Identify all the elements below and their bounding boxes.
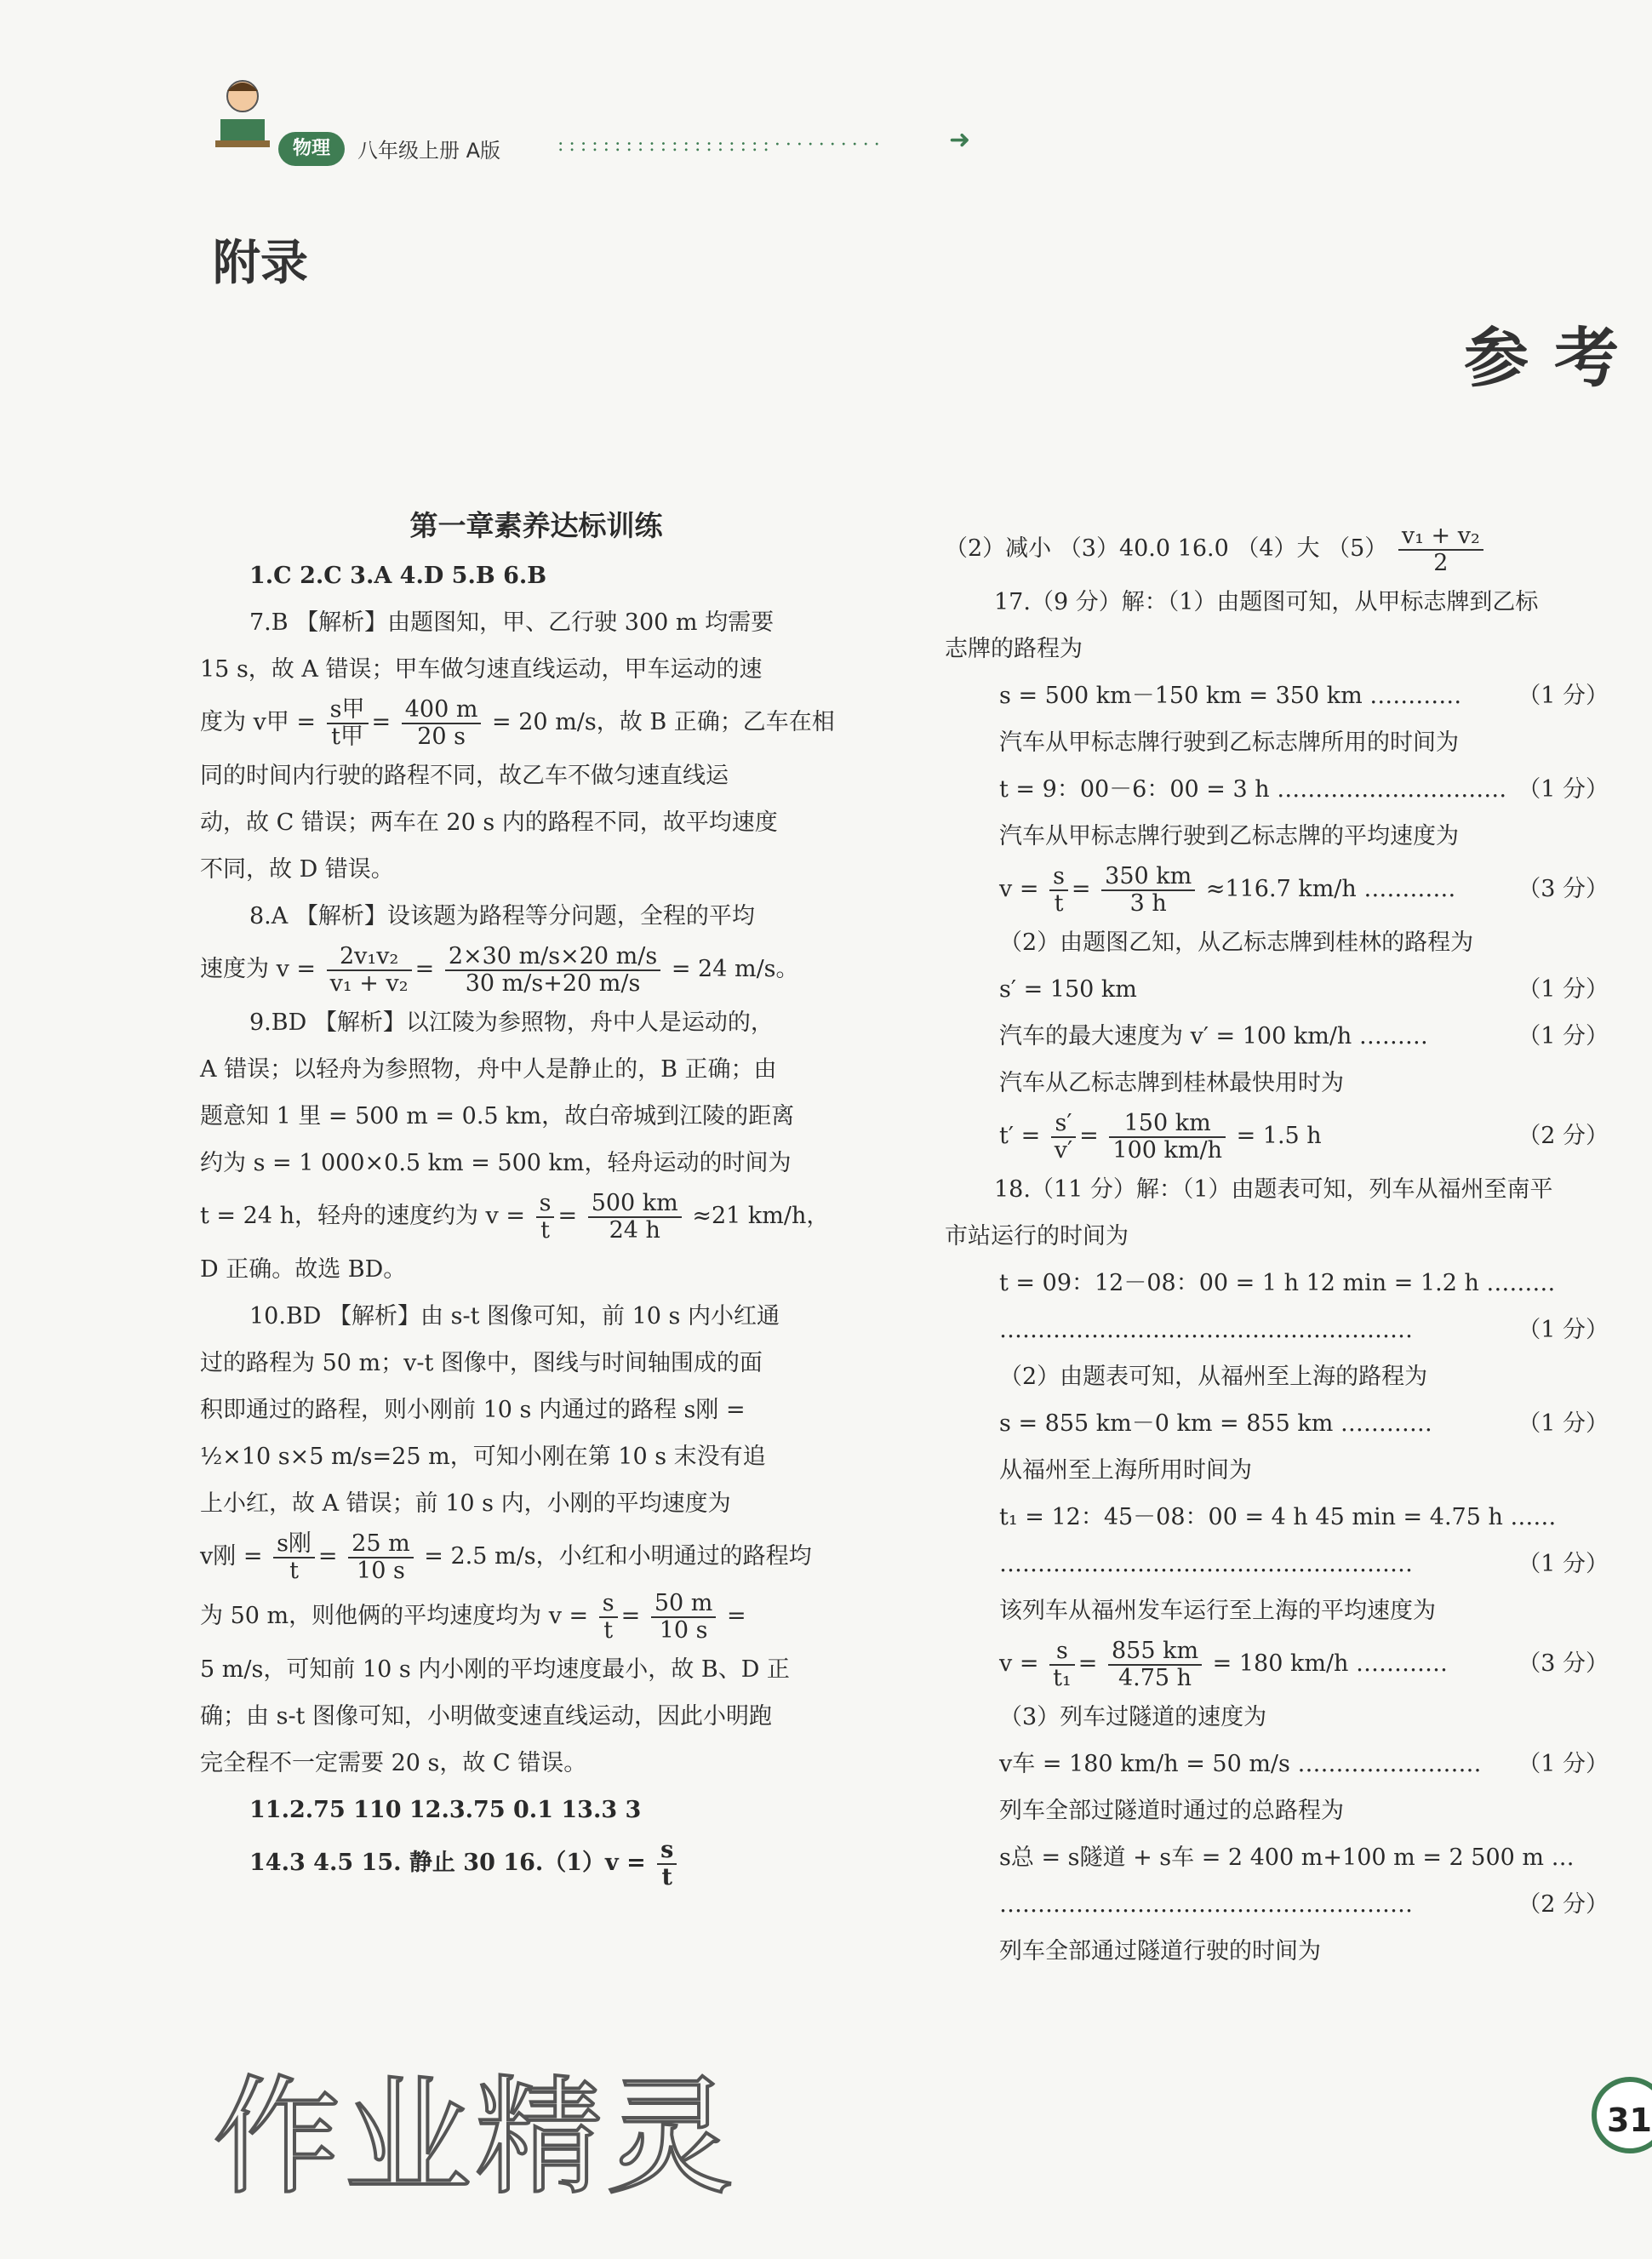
numerator: s′ [1051,1111,1076,1138]
points: （2 分） [1518,1123,1609,1149]
denominator: t₁ [1053,1664,1072,1691]
fraction [327,944,412,997]
denominator: t [289,1557,299,1584]
q18-line: s总 = s隧道 + s车 = 2 400 m+100 m = 2 500 m … [999,1844,1575,1871]
q7-text: 度为 v甲 = [200,709,317,735]
q10-line: v刚 = $\frac{\text{s刚}}{t}$ = $\frac{25 m}{10 s}$ = 2.5 m/s，小红和小明通过的路程均 [200,1530,812,1584]
q8-line: 8.A 【解析】设该题为路程等分问题，全程的平均 [249,903,755,929]
q8-text: 速度为 v = [200,956,317,982]
q10-line: 上小红，故 A 错误；前 10 s 内，小刚的平均速度为 [200,1490,731,1517]
reference-title: 参考 [1464,320,1644,396]
numerator: s [536,1191,555,1218]
numerator: 855 km [1108,1638,1202,1666]
q10-line: 过的路程为 50 m；v-t 图像中，图线与时间轴围成的面 [200,1350,763,1376]
q17-text: v = [999,876,1039,902]
q9-line: 9.BD 【解析】以江陵为参照物，舟中人是运动的， [249,1009,774,1036]
q18-line: 从福州至上海所用时间为 [999,1457,1252,1484]
q18-line: v = $\frac{s}{\text{t₁}}$ = $\frac{855 km}{4.75 h}$ = 180 km/h ………… （3 分） [945,1634,1609,1694]
denominator: t [661,1863,672,1890]
q18-line [945,1741,1609,1787]
q18-line [945,1400,1609,1447]
fraction [273,1531,315,1584]
q7-line: 7.B 【解析】由题图知，甲、乙行驶 300 m 均需要 [249,609,775,636]
q17-text: ≈116.7 km/h ………… [1205,876,1456,902]
q9-line: t = 24 h，轻舟的速度约为 v = $\frac{s}{t}$ = $\frac{500 km}{24 h}$ ≈21 km/h， [200,1189,830,1244]
arrow-icon: ➜ [949,125,971,155]
q7-text: = 20 m/s，故 B 正确；乙车在相 [492,709,835,735]
q17-line [945,672,1609,719]
q17-text: s′ = 150 km [999,976,1137,1003]
q18-line: 列车全部通过隧道行驶的时间为 [999,1938,1321,1964]
q16-line [945,519,1609,579]
q18-text: = 180 km/h ………… [1212,1650,1449,1677]
numerator: s [1049,1638,1075,1666]
fraction [1049,864,1068,917]
fraction [1109,1111,1226,1164]
numerator: 25 m [348,1531,414,1558]
q18-line: （3）列车过隧道的速度为 [999,1704,1267,1730]
denominator: 20 s [417,723,466,750]
answer-q14-16 [200,1833,872,1893]
q18-text: v = [999,1650,1039,1677]
q18-text: ……………………………………………… [999,1891,1413,1918]
fraction [1108,1638,1202,1691]
points: （3 分） [1518,876,1609,902]
watermark: 作业精灵 [213,2064,738,2212]
q17-line [945,966,1609,1013]
q18-text: v车 = 180 km/h = 50 m/s …………………… [999,1751,1482,1777]
subject-badge: 物理 [278,132,345,166]
q17-line: （2）由题图乙知，从乙标志牌到桂林的路程为 [999,929,1474,956]
denominator: 24 h [609,1216,660,1244]
denominator: 2 [1433,549,1449,576]
points: （1 分） [1518,683,1609,709]
q18-text: s = 855 km－0 km = 855 km ………… [999,1410,1432,1437]
denominator: t [1054,889,1064,917]
q16-text: （2）减小 （3）40.0 16.0 （4）大 （5） [945,535,1388,562]
denominator: v′ [1054,1136,1073,1164]
q18-line: 列车全部过隧道时通过的总路程为 [999,1798,1344,1824]
denominator: t [540,1216,550,1244]
numerator: v₁ + v₂ [1398,523,1483,551]
q18-line: （2）由题表可知，从福州至上海的路程为 [999,1364,1428,1390]
denominator: 10 s [357,1557,405,1584]
q10-line: 确；由 s-t 图像可知，小明做变速直线运动，因此小明跑 [200,1703,772,1730]
q17-text: 汽车的最大速度为 v′ = 100 km/h ……… [999,1023,1428,1049]
q17-line: 志牌的路程为 [945,636,1083,662]
points: （3 分） [1518,1650,1609,1677]
numerator: 2×30 m/s×20 m/s [445,944,660,971]
numerator: 50 m [651,1591,717,1618]
q10-text: 为 50 m，则他俩的平均速度均为 v = [200,1603,589,1629]
denominator: t甲 [331,723,363,750]
q10-text: = 2.5 m/s，小红和小明通过的路程均 [424,1543,812,1570]
fraction [327,697,369,750]
numerator: s甲 [327,697,369,724]
q9-line: 题意知 1 里 = 500 m = 0.5 km，故白帝城到江陵的距离 [200,1103,795,1130]
q9-line: 约为 s = 1 000×0.5 km = 500 km，轻舟运动的时间为 [200,1150,792,1176]
q18-line: 18.（11 分）解：（1）由题表可知，列车从福州至南平 [994,1176,1553,1203]
q9-text: t = 24 h，轻舟的速度约为 v = [200,1203,526,1229]
numerator: 150 km [1109,1111,1226,1138]
denominator: 30 m/s+20 m/s [465,969,641,997]
numerator: 400 m [402,697,482,724]
q17-line: t′ = $\frac{s'}{v'}$ = $\frac{150 km}{100 km/h}$ = 1.5 h （2 分） [945,1107,1609,1166]
numerator: s [657,1838,677,1865]
points: （1 分） [1518,1317,1609,1343]
q9-text: ≈21 km/h， [692,1203,830,1229]
q17-line [945,1013,1609,1060]
right-column [945,519,1609,1975]
q10-line: 10.BD 【解析】由 s-t 图像可知，前 10 s 内小红通 [249,1303,780,1330]
q7-line: 同的时间内行驶的路程不同，故乙车不做匀速直线运 [200,763,729,789]
q9-line: A 错误；以轻舟为参照物，舟中人是静止的，B 正确；由 [200,1056,777,1083]
q18-line [945,1541,1609,1587]
grade-label: 八年级上册 A版 [357,139,501,163]
numerator: 500 km [588,1191,682,1218]
q18-line: t = 09：12－08：00 = 1 h 12 min = 1.2 h ……… [999,1270,1556,1296]
q7-line: 度为 v甲 = $\frac{\text{s甲}}{\text{t甲}}$ = $\frac{400 m}{20 s}$ = 20 m/s，故 B 正确；乙车在相 [200,695,835,750]
fraction [1101,864,1195,917]
q10-line: 为 50 m，则他俩的平均速度均为 v = $\frac{s}{t}$ = $\frac{50 m}{10 s}$ = [200,1589,746,1644]
fraction [588,1191,682,1244]
q8-text: = 24 m/s。 [671,956,799,982]
q8-line: 速度为 v = $\frac{\text{2v₁v₂}}{\text{v₁ + v₂}}$ = $\frac{2\times 30 m/s\times 20 m/s}{30 m/s+20 m/s}$ = 24 m/s。 [200,942,799,997]
q18-text: ……………………………………………… [999,1551,1413,1577]
fraction [402,697,482,750]
fraction [657,1838,677,1890]
section-title: 第一章素养达标训练 [409,509,663,542]
fraction [1051,1111,1076,1164]
mascot-icon [209,72,277,157]
q17-text: = 1.5 h [1236,1123,1322,1149]
fraction [445,944,660,997]
fraction [599,1591,618,1644]
numerator: s刚 [273,1531,315,1558]
q17-line: 汽车从乙标志牌到桂林最快用时为 [999,1070,1344,1096]
fraction [348,1531,414,1584]
q17-line: v = $\frac{s}{t}$ = $\frac{350 km}{3 h}$ ≈116.7 km/h ………… （3 分） [945,860,1609,919]
numerator: s [599,1591,618,1618]
page-header [200,72,971,166]
numerator: s [1049,864,1068,891]
left-column [200,502,872,1893]
q7-line: 15 s，故 A 错误；甲车做匀速直线运动，甲车运动的速 [200,656,763,683]
answer-q1-6: 1.C 2.C 3.A 4.D 5.B 6.B [249,563,547,589]
points: （1 分） [1518,976,1609,1003]
points: （1 分） [1518,776,1609,803]
q18-line: 该列车从福州发车运行至上海的平均速度为 [999,1598,1436,1624]
fraction [536,1191,555,1244]
header-dotted-line: :::::::::::::::::::·········· [557,134,885,156]
points: （1 分） [1518,1023,1609,1049]
q18-line [945,1881,1609,1928]
q10-line: 完全程不一定需要 20 s，故 C 错误。 [200,1750,587,1776]
q18-text: ……………………………………………… [999,1317,1413,1343]
q17-line [945,766,1609,813]
q10-text: = [726,1603,746,1629]
answer-q11-13: 11.2.75 110 12.3.75 0.1 13.3 3 [249,1797,642,1823]
numerator: 350 km [1101,864,1195,891]
q17-text: t = 9：00－6：00 = 3 h ………………………… [999,776,1507,803]
q17-line: 17.（9 分）解：（1）由题图可知，从甲标志牌到乙标 [994,589,1539,615]
points: （1 分） [1518,1551,1609,1577]
q17-text: t′ = [999,1123,1041,1149]
q18-line: t₁ = 12：45－08：00 = 4 h 45 min = 4.75 h …… [999,1504,1557,1530]
q10-text: v刚 = [200,1543,263,1570]
q10-line: ½×10 s×5 m/s=25 m，可知小刚在第 10 s 末没有追 [200,1444,766,1470]
q18-line [945,1307,1609,1353]
denominator: 10 s [659,1616,708,1644]
q9-line: D 正确。故选 BD。 [200,1256,407,1283]
q7-line: 动，故 C 错误；两车在 20 s 内的路程不同，故平均速度 [200,809,778,836]
denominator: 3 h [1129,889,1167,917]
q18-line: 市站运行的时间为 [945,1223,1129,1250]
fraction [1049,1638,1075,1691]
q17-line: 汽车从甲标志牌行驶到乙标志牌的平均速度为 [999,823,1459,849]
q14-16-text: 14.3 4.5 15. 静止 30 16.（1）v = [249,1850,646,1876]
denominator: 100 km/h [1112,1136,1222,1164]
appendix-title: 附录 [213,236,308,291]
numerator: 2v₁v₂ [327,944,412,971]
q10-line: 积即通过的路程，则小刚前 10 s 内通过的路程 s刚 = [200,1397,746,1423]
q7-line: 不同，故 D 错误。 [200,856,394,883]
page-number: 31 [1592,2077,1652,2153]
denominator: v₁ + v₂ [329,969,409,997]
points: （1 分） [1518,1410,1609,1437]
q10-line: 5 m/s，可知前 10 s 内小刚的平均速度最小，故 B、D 正 [200,1656,790,1683]
q17-line: 汽车从甲标志牌行驶到乙标志牌所用的时间为 [999,729,1459,756]
points: （2 分） [1518,1891,1609,1918]
points: （1 分） [1518,1751,1609,1777]
q17-text: s = 500 km－150 km = 350 km ………… [999,683,1462,709]
fraction [1398,523,1483,576]
fraction [651,1591,717,1644]
denominator: t [603,1616,614,1644]
denominator: 4.75 h [1118,1664,1192,1691]
